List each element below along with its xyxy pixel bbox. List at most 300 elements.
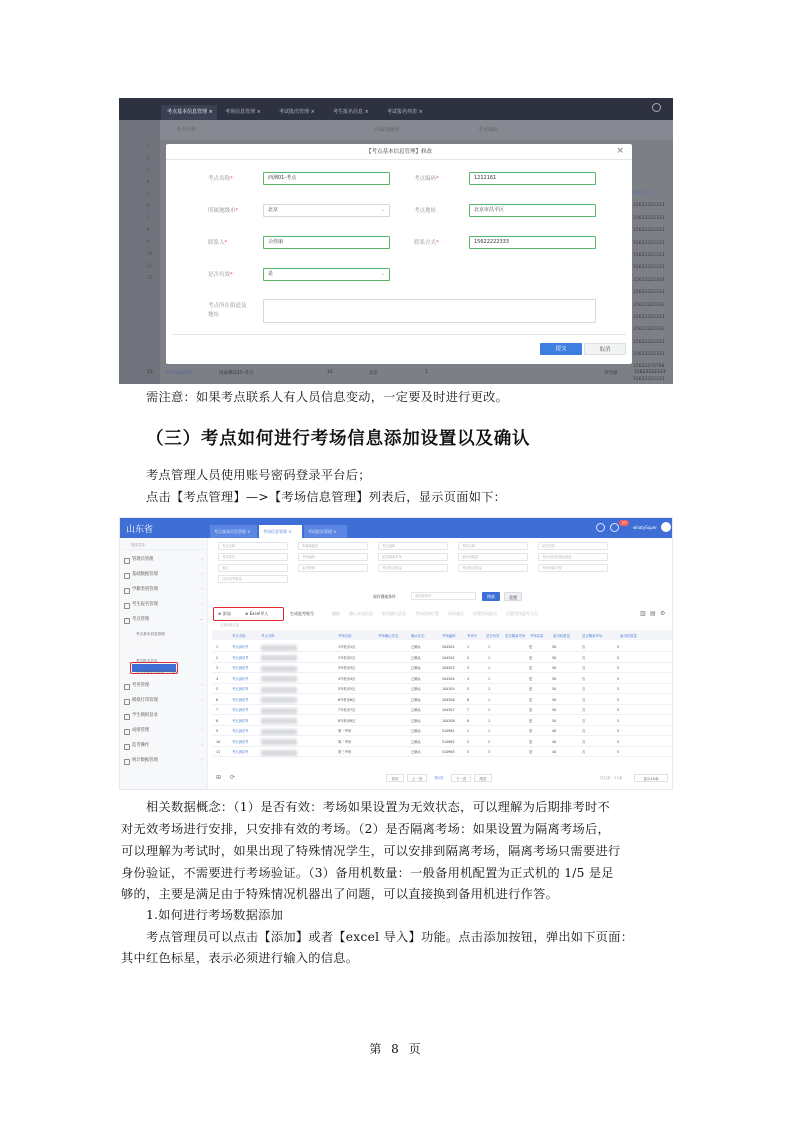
- phone-cell: 15622222333: [633, 339, 665, 345]
- valid-value: 是: [529, 697, 533, 702]
- toolbar-button[interactable]: 设置考场批次: [473, 611, 497, 616]
- notification-badge: 99: [619, 520, 629, 526]
- table-row[interactable]: [212, 738, 673, 747]
- capacity: 50: [552, 718, 557, 723]
- room-number: 3: [467, 750, 470, 754]
- column-header[interactable]: 备用机数量: [620, 634, 637, 638]
- table-row[interactable]: [212, 675, 673, 684]
- concept-line-3: 可以理解为考试时，如果出现了特殊情况学生，可以安排到隔离考场，隔离考场只需要进行: [121, 844, 621, 858]
- phone-cell: 15622222333: [633, 327, 665, 333]
- row-number: 7: [147, 215, 150, 220]
- tab-site-info[interactable]: 考点基本信息管理 ×: [161, 105, 217, 120]
- row-count: 1: [425, 370, 428, 375]
- city-label: 所属地级市*: [208, 208, 239, 214]
- sidebar-item-basic-data[interactable]: 基础数据管理 ›: [120, 568, 208, 582]
- phone-cell: 15622222333: [633, 265, 665, 271]
- site-name-link[interactable]: 考点测试考: [232, 718, 249, 723]
- sidebar-item-stats[interactable]: 统计数据管理 ›: [120, 754, 208, 768]
- sidebar-item-proctor[interactable]: 监考操作 ›: [120, 739, 208, 753]
- chevron-down-icon: ⌄: [380, 271, 385, 277]
- sidebar-item-simulate[interactable]: 学生模拟登录: [120, 709, 208, 723]
- valid-flag: 2: [488, 739, 491, 744]
- username[interactable]: whatySuper: [633, 525, 657, 530]
- submenu-enroll-info[interactable]: 考生报名信息: [136, 659, 158, 663]
- column-header[interactable]: 备用机数量: [553, 634, 570, 638]
- subheading: 1.如何进行考场数据添加: [146, 908, 284, 922]
- save-search-label: 保存搜索条件: [373, 594, 396, 599]
- redacted-cell: [261, 739, 297, 745]
- tab-batch[interactable]: 考试批次管理 ×: [279, 109, 315, 115]
- row-number: 6: [147, 203, 150, 208]
- row-name: 考点基本信息: [165, 371, 192, 376]
- capacity: 50: [552, 697, 557, 702]
- address-label: 考点地址: [414, 208, 437, 214]
- generate-account-button[interactable]: 生成监考账号: [290, 611, 314, 616]
- phone-cell: 15622222333: [633, 252, 665, 258]
- tab-enroll-list[interactable]: 考试报名列表 ×: [387, 109, 423, 115]
- room-name: 第三考场: [338, 750, 352, 754]
- add-instructions-2: 其中红色标星，表示必须进行输入的信息。: [121, 951, 359, 965]
- room-code: 104306: [442, 697, 455, 702]
- isolation: 否: [582, 645, 586, 649]
- phone-cell: 15622222333: [633, 240, 665, 246]
- column-header[interactable]: 考点名称: [261, 634, 275, 638]
- columns-icon[interactable]: ▥: [640, 610, 646, 617]
- reset-button[interactable]: 重置: [504, 592, 522, 601]
- valid-value: 是: [529, 750, 533, 754]
- filter-input[interactable]: 考试报名数量: [378, 564, 448, 572]
- room-code: 104305: [442, 687, 455, 691]
- phone-header: 联系方式: [633, 191, 651, 196]
- valid-select[interactable]: 是 ⌄: [263, 268, 390, 281]
- valid-flag: 3: [488, 750, 491, 754]
- room-number: 2: [467, 739, 470, 744]
- confirm-status: 已确认: [411, 729, 421, 733]
- backup-count: 5: [617, 729, 620, 733]
- redacted-cell: [261, 708, 297, 714]
- row-no: 6: [216, 697, 219, 702]
- room-code: 510963: [442, 750, 455, 754]
- phone-column: [633, 188, 673, 382]
- toolbar-button[interactable]: 删除: [332, 611, 340, 616]
- site-name-link[interactable]: 考点测试考: [232, 739, 249, 744]
- column-header[interactable]: 考场容量: [530, 634, 544, 638]
- divider: [172, 334, 626, 335]
- phone-cell: 15622222333: [633, 302, 665, 308]
- room-name: 8号机房8区: [338, 718, 356, 723]
- valid-flag: 1: [488, 718, 491, 723]
- valid-label: 是否有效*: [208, 272, 233, 278]
- valid-flag: 1: [488, 687, 491, 691]
- table-row[interactable]: [212, 643, 673, 652]
- first-page-button[interactable]: 首页: [386, 774, 404, 782]
- confirm-status: 已确认: [411, 739, 421, 744]
- tab-batch[interactable]: 考试批次管理 ×: [304, 525, 347, 538]
- chevron-down-icon: ⌄: [380, 207, 385, 213]
- isolation: 否: [582, 739, 586, 744]
- backup-count: 5: [617, 676, 620, 681]
- confirm-status: 已确认: [411, 697, 421, 702]
- note-text: 需注意：如果考点联系人有人员信息变动，一定要及时进行更改。: [146, 390, 509, 404]
- filter-input[interactable]: 考试批次: [218, 553, 288, 561]
- row-numbers: [147, 143, 152, 287]
- room-code: 104307: [442, 708, 455, 712]
- confirm-status: 已确认: [411, 687, 421, 691]
- backup-count: 5: [617, 739, 620, 744]
- room-code: 510962: [442, 739, 455, 744]
- sidebar-item-admin[interactable]: 管理员管理 ›: [120, 553, 208, 567]
- column-header[interactable]: 是否隔离考场: [505, 634, 526, 638]
- sidebar: [120, 538, 208, 790]
- valid-value: 是: [529, 708, 533, 712]
- settings-icon[interactable]: ⚙: [660, 610, 666, 617]
- edit-site-screenshot: [119, 98, 673, 384]
- sidebar: [119, 120, 160, 384]
- isolation: 否: [582, 676, 586, 681]
- redacted-cell: [261, 729, 297, 735]
- room-name: 第一考场: [338, 729, 352, 733]
- redacted-cell: [261, 697, 297, 703]
- sidebar-item-site[interactable]: 考点管理 ⌄: [120, 613, 208, 627]
- tab-room-info[interactable]: 考场信息管理 ×: [225, 109, 261, 115]
- sidebar-item-exam[interactable]: 考务管理 ›: [120, 679, 208, 693]
- room-name: 2号机房2区: [338, 655, 356, 660]
- site-code-input[interactable]: 1212161: [469, 172, 596, 185]
- row-no: 9: [216, 729, 219, 733]
- row-no: 5: [216, 687, 219, 691]
- toolbar-button[interactable]: 设置考场监考人员: [506, 611, 538, 616]
- phone-cell: 15622222333: [633, 376, 665, 382]
- capacity: 50: [552, 645, 557, 649]
- room-number: 7: [467, 708, 470, 712]
- room-name: 6号机房6区: [338, 697, 356, 702]
- column-header[interactable]: 确认状态: [411, 634, 425, 638]
- tab-enroll-info[interactable]: 考生报名信息 ×: [333, 109, 369, 115]
- tab-room-info[interactable]: 考场信息管理 ×: [259, 525, 302, 538]
- top-bar: [120, 518, 673, 538]
- room-name: 第二考场: [338, 739, 352, 744]
- highlight-box: [213, 607, 284, 621]
- capacity: 50: [552, 708, 557, 712]
- row-no: 4: [216, 676, 219, 681]
- valid-flag: 1: [488, 676, 491, 681]
- room-name: 1号机房1区: [338, 645, 356, 649]
- toolbar-button[interactable]: 取消确认信息: [382, 611, 406, 616]
- sidebar-item-score[interactable]: 成绩管理 ›: [120, 724, 208, 738]
- room-number: 8: [467, 718, 470, 723]
- table-row[interactable]: [212, 727, 673, 736]
- valid-flag: 1: [488, 645, 491, 649]
- room-code: 104308: [442, 718, 455, 723]
- toolbar-button[interactable]: 同步备注: [448, 611, 464, 616]
- nav-text: 点击【考点管理】—>【考场信息管理】列表后，显示页面如下：: [146, 490, 507, 504]
- site-name-link[interactable]: 考点测试考: [232, 687, 249, 691]
- row-no: 13: [147, 370, 153, 375]
- capacity: 50: [552, 676, 557, 681]
- phone-cell: 15622222333: [633, 215, 665, 221]
- phone-cell: 15622222333: [633, 277, 665, 283]
- site-name-link[interactable]: 考点测试考: [232, 750, 249, 754]
- export-icon[interactable]: ▤: [650, 610, 656, 617]
- phone-cell: 15622222333: [633, 228, 665, 234]
- site-name-link[interactable]: 考点测试考: [232, 697, 249, 702]
- phone-cell: 15622222333: [633, 352, 665, 358]
- close-icon[interactable]: ×: [616, 146, 624, 156]
- valid-flag: 1: [488, 729, 491, 733]
- room-number: 4: [467, 676, 470, 681]
- row-number: 3: [147, 167, 150, 172]
- confirm-status: 已确认: [411, 645, 421, 649]
- filter-input[interactable]: 考场所属学校: [538, 564, 608, 572]
- row-contact: 佘佳丽: [604, 371, 618, 376]
- filter-row: [160, 120, 673, 140]
- phone-label: 联系方式*: [414, 240, 439, 246]
- contact-input[interactable]: 佘佳丽: [263, 236, 390, 249]
- toolbar-button[interactable]: 确认本场信息: [349, 611, 373, 616]
- sidebar-item-print[interactable]: 模拟打印管理 ›: [120, 694, 208, 708]
- excel-import-button[interactable]: ⊕ Excel导入: [245, 611, 269, 616]
- filter-city[interactable]: 所属地级市: [375, 127, 401, 133]
- table-row[interactable]: [212, 717, 673, 726]
- edit-modal: [166, 144, 632, 364]
- submenu-room-info[interactable]: 考场信息管理: [136, 646, 158, 650]
- tab-bar: [119, 98, 673, 120]
- room-name: 5号机房5区: [338, 687, 356, 691]
- filter-input[interactable]: 监考教师: [298, 564, 368, 572]
- valid-flag: 1: [488, 655, 491, 660]
- room-code: 104301: [442, 645, 455, 649]
- toolbar-button[interactable]: 考场选择位置: [415, 611, 439, 616]
- capacity: 40: [552, 750, 557, 754]
- table-row[interactable]: [212, 664, 673, 673]
- redacted-cell: [261, 750, 297, 756]
- section-heading: （三）考点如何进行考场信息添加设置以及确认: [146, 429, 531, 449]
- remark-label: 考点所在街道及: [208, 303, 247, 309]
- room-number: 5: [467, 687, 470, 691]
- filter-input[interactable]: 是否隔离考场: [378, 553, 448, 561]
- total-records: 共记录：11条: [599, 776, 623, 780]
- filter-code[interactable]: 考点编码: [478, 127, 499, 133]
- backup-count: 5: [617, 750, 620, 754]
- phone-cell: 15622222333: [633, 203, 665, 209]
- backup-count: 5: [617, 697, 620, 702]
- filter-input[interactable]: 考场编码: [298, 553, 368, 561]
- room-number: 6: [467, 697, 470, 702]
- valid-flag: 1: [488, 708, 491, 712]
- avatar[interactable]: [661, 522, 671, 532]
- refresh-icon[interactable]: ⟳: [230, 774, 236, 781]
- search-button[interactable]: 搜索: [482, 592, 500, 601]
- isolation: 否: [582, 687, 586, 691]
- confirm-status: 已确认: [411, 666, 421, 670]
- filter-input[interactable]: 目标报考数量: [218, 575, 288, 583]
- phone-cell: 15622276788: [633, 364, 665, 370]
- remark-textarea[interactable]: [263, 299, 596, 323]
- modal-title: 【考点基本信息管理】修改: [166, 144, 632, 160]
- site-name-link[interactable]: 考点测试考: [232, 645, 249, 649]
- add-button[interactable]: ⊕ 添加: [218, 611, 231, 616]
- valid-value: 是: [529, 645, 533, 649]
- table-row[interactable]: [212, 696, 673, 705]
- backup-count: 5: [617, 718, 620, 723]
- table-row[interactable]: [119, 364, 673, 384]
- room-number: 2: [467, 655, 470, 660]
- table-row[interactable]: [212, 748, 673, 757]
- capacity: 50: [552, 655, 557, 660]
- isolation: 否: [582, 697, 586, 702]
- site-name-link[interactable]: 考点测试考: [232, 676, 249, 681]
- isolation: 否: [582, 666, 586, 670]
- filter-input[interactable]: 备注: [218, 564, 288, 572]
- valid-value: 是: [529, 739, 533, 744]
- valid-value: 是: [529, 666, 533, 670]
- site-name-link[interactable]: 考点测试考: [232, 729, 249, 733]
- filter-input[interactable]: 考点编码: [378, 542, 448, 550]
- row-phone: 15622222333: [634, 370, 666, 375]
- prev-page-button[interactable]: 上一页: [407, 774, 427, 782]
- phone-cell: 15622222333: [633, 314, 665, 320]
- capacity: 40: [552, 729, 557, 733]
- table-row[interactable]: [212, 706, 673, 715]
- room-code: 104303: [442, 666, 455, 670]
- filter-input[interactable]: 考场名称: [458, 542, 528, 550]
- phone-input[interactable]: 15622222333: [469, 236, 596, 249]
- city-select[interactable]: 北京 ⌄: [263, 204, 390, 217]
- isolation: 否: [582, 718, 586, 723]
- address-input[interactable]: 北京市昌平区: [469, 204, 596, 217]
- current-page: 第1页: [434, 776, 444, 780]
- redacted-cell: [261, 666, 297, 672]
- cancel-button[interactable]: 取消: [584, 343, 626, 355]
- row-city: 北京: [369, 371, 378, 376]
- column-header[interactable]: 考点名称: [232, 634, 246, 638]
- row-number: 11: [147, 263, 153, 268]
- confirm-status: 已确认: [411, 708, 421, 712]
- room-code: 104304: [442, 676, 455, 681]
- valid-value: 是: [529, 729, 533, 733]
- submit-button[interactable]: 提交: [540, 343, 582, 355]
- tab-site-info[interactable]: 考点基本信息管理 ×: [210, 525, 257, 538]
- next-page-button[interactable]: 下一页: [451, 774, 471, 782]
- column-header[interactable]: 考场号: [467, 634, 478, 638]
- submenu-site-info[interactable]: 考点基本信息管理: [136, 632, 165, 636]
- row-num: 10: [327, 370, 333, 375]
- valid-value: 是: [529, 676, 533, 681]
- room-code: 510961: [442, 729, 455, 733]
- column-header[interactable]: 考场名称: [338, 634, 352, 638]
- page-number: 第 8 页: [369, 1042, 424, 1056]
- table-row[interactable]: [212, 685, 673, 694]
- site-name-label: 考点名称*: [208, 176, 233, 182]
- brand-title: 山东省: [126, 525, 154, 535]
- filter-input[interactable]: 考试批次数量: [458, 564, 528, 572]
- room-info-screenshot: [119, 517, 673, 790]
- row-number: 4: [147, 179, 150, 184]
- valid-flag: 1: [488, 697, 491, 702]
- backup-count: 5: [617, 645, 620, 649]
- last-page-button[interactable]: 尾页: [474, 774, 492, 782]
- room-number: 1: [467, 645, 470, 649]
- remark-label-2: 地址: [208, 312, 220, 318]
- login-text: 考点管理人员使用账号密码登录平台后；: [146, 468, 371, 482]
- room-name: 3号机房3区: [338, 666, 356, 670]
- filter-site-name[interactable]: 考点名称: [176, 127, 197, 133]
- expand-icon[interactable]: ⊞: [216, 774, 222, 781]
- row-number: 5: [147, 191, 150, 196]
- sidebar-item-category[interactable]: 学籍类别管理 ›: [120, 583, 208, 597]
- valid-value: 是: [529, 718, 533, 723]
- row-no: 8: [216, 718, 219, 723]
- contact-label: 联系人*: [208, 240, 228, 246]
- settings-icon[interactable]: [652, 103, 661, 112]
- site-name-link[interactable]: 考点测试考: [232, 666, 249, 670]
- room-number: 1: [467, 729, 470, 733]
- filter-input[interactable]: 是否有效: [538, 542, 608, 550]
- site-code-label: 考点编码*: [414, 176, 439, 182]
- row-no: 2: [216, 655, 219, 660]
- redacted-cell: [261, 676, 297, 682]
- redacted-cell: [261, 718, 297, 724]
- capacity: 50: [552, 666, 557, 670]
- site-name-input[interactable]: 西测01-考点: [263, 172, 390, 185]
- table-row[interactable]: [212, 654, 673, 663]
- save-search-select[interactable]: 请选择条件: [411, 592, 476, 600]
- column-header[interactable]: 考场确认状态: [378, 634, 399, 638]
- backup-count: 5: [617, 655, 620, 660]
- row-no: 10: [216, 739, 221, 744]
- row-code: 国家测试15-考点: [219, 371, 254, 376]
- isolation: 否: [582, 655, 586, 660]
- column-header[interactable]: 是否有效: [486, 634, 500, 638]
- site-name-link[interactable]: 考点测试考: [232, 655, 249, 660]
- confirm-status: 已确认: [411, 655, 421, 660]
- filter-input[interactable]: 考点名称: [218, 542, 288, 550]
- concept-line-2: 对无效考场进行安排，只安排有效的考场。（2）是否隔离考场：如果设置为隔离考场后，: [121, 822, 610, 836]
- bell-icon[interactable]: [610, 523, 619, 532]
- settings-icon[interactable]: [596, 523, 605, 532]
- site-name-link[interactable]: 考点测试考: [232, 708, 249, 712]
- room-number: 3: [467, 666, 470, 670]
- concept-line-4: 身份验证，不需要进行考场验证。（3）备用机数量：一般备用机配置为正式机的 1/5 是足: [121, 866, 614, 880]
- isolation: 否: [582, 729, 586, 733]
- backup-count: 5: [617, 666, 620, 670]
- isolation: 否: [582, 708, 586, 712]
- submenu-readonly[interactable]: 考点考场信息管理（只读）: [136, 670, 180, 674]
- row-number: 10: [147, 251, 153, 256]
- confirm-status: 已确认: [411, 718, 421, 723]
- room-code: 104302: [442, 655, 455, 660]
- backup-count: 5: [617, 708, 620, 712]
- selection-count: 已选0条记录: [220, 623, 240, 627]
- sidebar-item-enroll[interactable]: 考生报名管理 ›: [120, 598, 208, 612]
- filter-input[interactable]: 考点所在街道及地址: [538, 553, 608, 561]
- filter-input[interactable]: 备用机数量: [458, 553, 528, 561]
- menu-search[interactable]: 搜索菜单: [123, 541, 205, 550]
- redacted-cell: [261, 687, 297, 693]
- room-name: 7号机房7区: [338, 708, 356, 712]
- valid-value: 是: [529, 687, 533, 691]
- filter-input[interactable]: 所属地级市: [298, 542, 368, 550]
- page-size-select[interactable]: 显示10条: [634, 774, 668, 782]
- confirm-status: 已确认: [411, 750, 421, 754]
- phone-cell: 15622222333: [633, 290, 665, 296]
- column-header[interactable]: 考场编码: [442, 634, 456, 638]
- capacity: 40: [552, 739, 557, 744]
- room-name: 4号机房4区: [338, 676, 356, 681]
- concept-line-1: 相关数据概念：（1）是否有效：考场如果设置为无效状态，可以理解为后期排考时不: [146, 800, 610, 814]
- column-header[interactable]: 是否隔离考场: [582, 634, 603, 638]
- backup-count: 5: [617, 687, 620, 691]
